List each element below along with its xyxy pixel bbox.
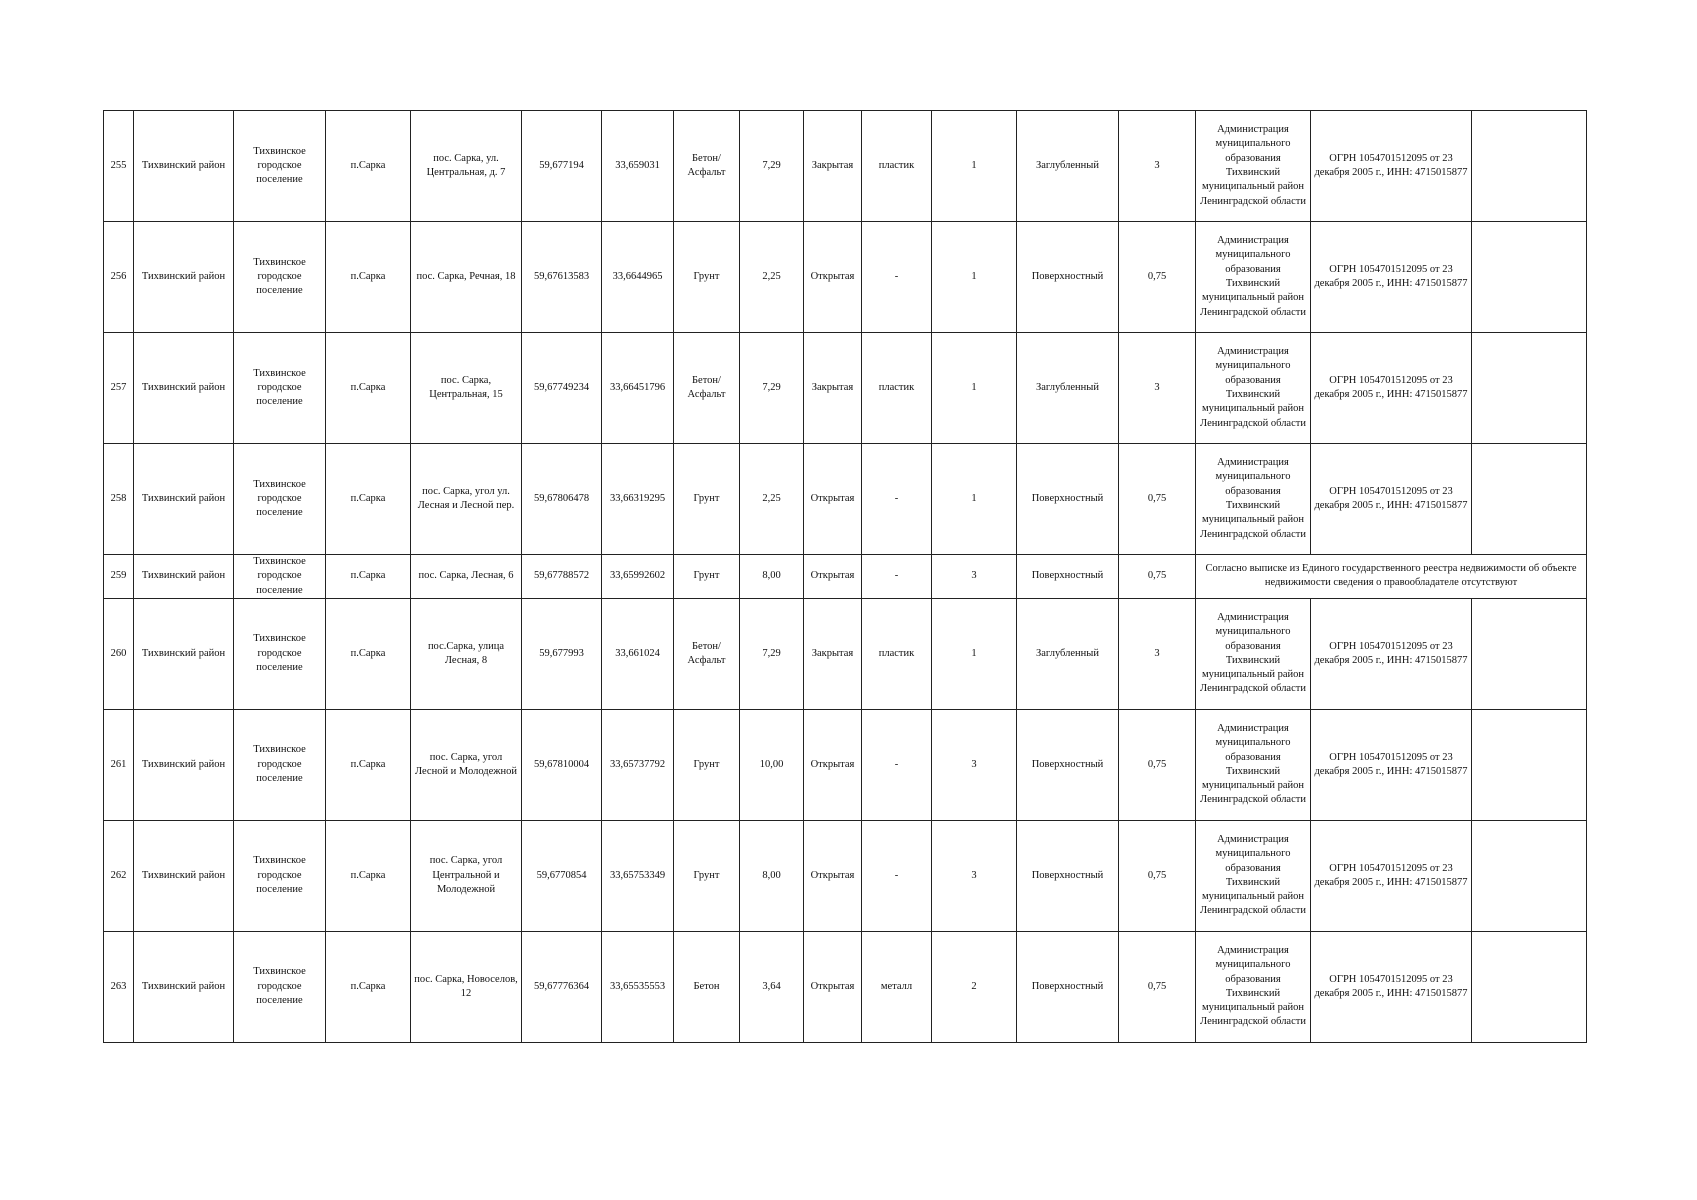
longitude-cell: 33,6644965 bbox=[602, 222, 674, 333]
longitude-cell: 33,66319295 bbox=[602, 444, 674, 555]
table-row bbox=[104, 931, 1587, 1042]
row-number-cell: 255 bbox=[104, 111, 134, 222]
site-type-cell: Открытая bbox=[804, 931, 862, 1042]
owner-cell: Администрация муниципального образования Тихвинский муниципальный район Ленинградской области bbox=[1196, 222, 1311, 333]
ogrn-cell: ОГРН 1054701512095 от 23 декабря 2005 г., ИНН: 4715015877 bbox=[1311, 820, 1472, 931]
volume-cell: 3 bbox=[1119, 333, 1196, 444]
district-cell: Тихвинский район bbox=[134, 931, 234, 1042]
area-cell: 2,25 bbox=[740, 444, 804, 555]
volume-cell: 3 bbox=[1119, 598, 1196, 709]
site-type-cell: Закрытая bbox=[804, 111, 862, 222]
site-type-cell: Открытая bbox=[804, 222, 862, 333]
longitude-cell: 33,65737792 bbox=[602, 709, 674, 820]
surface-cell: Грунт bbox=[674, 555, 740, 599]
address-cell: пос. Сарка, ул. Центральная, д. 7 bbox=[411, 111, 522, 222]
locality-cell: п.Сарка bbox=[326, 333, 411, 444]
site-type-cell: Открытая bbox=[804, 444, 862, 555]
longitude-cell: 33,661024 bbox=[602, 598, 674, 709]
ogrn-cell: ОГРН 1054701512095 от 23 декабря 2005 г., ИНН: 4715015877 bbox=[1311, 222, 1472, 333]
locality-cell: п.Сарка bbox=[326, 820, 411, 931]
latitude-cell: 59,67806478 bbox=[522, 444, 602, 555]
district-cell: Тихвинский район bbox=[134, 820, 234, 931]
surface-cell: Грунт bbox=[674, 222, 740, 333]
placement-cell: Поверхностный bbox=[1017, 444, 1119, 555]
locality-cell: п.Сарка bbox=[326, 709, 411, 820]
latitude-cell: 59,677194 bbox=[522, 111, 602, 222]
area-cell: 8,00 bbox=[740, 555, 804, 599]
volume-cell: 0,75 bbox=[1119, 931, 1196, 1042]
locality-cell: п.Сарка bbox=[326, 555, 411, 599]
row-number-cell: 256 bbox=[104, 222, 134, 333]
container-material-cell: - bbox=[862, 555, 932, 599]
empty-cell bbox=[1472, 111, 1587, 222]
container-material-cell: металл bbox=[862, 931, 932, 1042]
surface-cell: Грунт bbox=[674, 444, 740, 555]
container-count-cell: 3 bbox=[932, 555, 1017, 599]
district-cell: Тихвинский район bbox=[134, 709, 234, 820]
address-cell: пос. Сарка, угол Центральной и Молодежной bbox=[411, 820, 522, 931]
container-count-cell: 1 bbox=[932, 444, 1017, 555]
district-cell: Тихвинский район bbox=[134, 111, 234, 222]
district-cell: Тихвинский район bbox=[134, 555, 234, 599]
ogrn-cell: ОГРН 1054701512095 от 23 декабря 2005 г., ИНН: 4715015877 bbox=[1311, 333, 1472, 444]
row-number-cell: 263 bbox=[104, 931, 134, 1042]
row-number-cell: 257 bbox=[104, 333, 134, 444]
site-type-cell: Открытая bbox=[804, 555, 862, 599]
address-cell: пос. Сарка, угол ул. Лесная и Лесной пер. bbox=[411, 444, 522, 555]
placement-cell: Заглубленный bbox=[1017, 598, 1119, 709]
longitude-cell: 33,66451796 bbox=[602, 333, 674, 444]
row-number-cell: 260 bbox=[104, 598, 134, 709]
locality-cell: п.Сарка bbox=[326, 598, 411, 709]
address-cell: пос. Сарка, Лесная, 6 bbox=[411, 555, 522, 599]
table-row bbox=[104, 709, 1587, 820]
table-row bbox=[104, 598, 1587, 709]
site-type-cell: Открытая bbox=[804, 709, 862, 820]
volume-cell: 0,75 bbox=[1119, 444, 1196, 555]
site-type-cell: Закрытая bbox=[804, 598, 862, 709]
ogrn-cell: ОГРН 1054701512095 от 23 декабря 2005 г., ИНН: 4715015877 bbox=[1311, 709, 1472, 820]
settlement-cell: Тихвинское городское поселение bbox=[234, 444, 326, 555]
latitude-cell: 59,67749234 bbox=[522, 333, 602, 444]
locality-cell: п.Сарка bbox=[326, 111, 411, 222]
surface-cell: Бетон/Асфальт bbox=[674, 598, 740, 709]
owner-cell: Администрация муниципального образования Тихвинский муниципальный район Ленинградской области bbox=[1196, 709, 1311, 820]
ogrn-cell: ОГРН 1054701512095 от 23 декабря 2005 г., ИНН: 4715015877 bbox=[1311, 444, 1472, 555]
volume-cell: 0,75 bbox=[1119, 709, 1196, 820]
address-cell: пос. Сарка, угол Лесной и Молодежной bbox=[411, 709, 522, 820]
area-cell: 7,29 bbox=[740, 333, 804, 444]
latitude-cell: 59,67776364 bbox=[522, 931, 602, 1042]
owner-cell: Администрация муниципального образования Тихвинский муниципальный район Ленинградской области bbox=[1196, 111, 1311, 222]
settlement-cell: Тихвинское городское поселение bbox=[234, 111, 326, 222]
empty-cell bbox=[1472, 333, 1587, 444]
owner-cell: Администрация муниципального образования Тихвинский муниципальный район Ленинградской области bbox=[1196, 820, 1311, 931]
volume-cell: 3 bbox=[1119, 111, 1196, 222]
address-cell: пос. Сарка, Новоселов, 12 bbox=[411, 931, 522, 1042]
locality-cell: п.Сарка bbox=[326, 222, 411, 333]
container-material-cell: - bbox=[862, 444, 932, 555]
empty-cell bbox=[1472, 222, 1587, 333]
empty-cell bbox=[1472, 598, 1587, 709]
empty-cell bbox=[1472, 820, 1587, 931]
container-count-cell: 2 bbox=[932, 931, 1017, 1042]
row-number-cell: 259 bbox=[104, 555, 134, 599]
settlement-cell: Тихвинское городское поселение bbox=[234, 598, 326, 709]
locality-cell: п.Сарка bbox=[326, 444, 411, 555]
settlement-cell: Тихвинское городское поселение bbox=[234, 333, 326, 444]
registry-table bbox=[103, 110, 1587, 1043]
surface-cell: Бетон/Асфальт bbox=[674, 111, 740, 222]
container-material-cell: пластик bbox=[862, 333, 932, 444]
owner-cell: Администрация муниципального образования Тихвинский муниципальный район Ленинградской области bbox=[1196, 598, 1311, 709]
container-count-cell: 1 bbox=[932, 222, 1017, 333]
empty-cell bbox=[1472, 931, 1587, 1042]
placement-cell: Поверхностный bbox=[1017, 222, 1119, 333]
settlement-cell: Тихвинское городское поселение bbox=[234, 222, 326, 333]
table-row bbox=[104, 333, 1587, 444]
district-cell: Тихвинский район bbox=[134, 222, 234, 333]
ogrn-cell: ОГРН 1054701512095 от 23 декабря 2005 г., ИНН: 4715015877 bbox=[1311, 111, 1472, 222]
site-type-cell: Закрытая bbox=[804, 333, 862, 444]
empty-cell bbox=[1472, 709, 1587, 820]
row-number-cell: 258 bbox=[104, 444, 134, 555]
volume-cell: 0,75 bbox=[1119, 820, 1196, 931]
surface-cell: Бетон bbox=[674, 931, 740, 1042]
container-count-cell: 1 bbox=[932, 333, 1017, 444]
area-cell: 8,00 bbox=[740, 820, 804, 931]
area-cell: 7,29 bbox=[740, 111, 804, 222]
owner-cell: Администрация муниципального образования Тихвинский муниципальный район Ленинградской области bbox=[1196, 333, 1311, 444]
owner-cell: Администрация муниципального образования Тихвинский муниципальный район Ленинградской области bbox=[1196, 931, 1311, 1042]
container-count-cell: 3 bbox=[932, 820, 1017, 931]
row-number-cell: 261 bbox=[104, 709, 134, 820]
container-material-cell: пластик bbox=[862, 598, 932, 709]
area-cell: 7,29 bbox=[740, 598, 804, 709]
settlement-cell: Тихвинское городское поселение bbox=[234, 931, 326, 1042]
district-cell: Тихвинский район bbox=[134, 598, 234, 709]
row-number-cell: 262 bbox=[104, 820, 134, 931]
latitude-cell: 59,67810004 bbox=[522, 709, 602, 820]
locality-cell: п.Сарка bbox=[326, 931, 411, 1042]
site-type-cell: Открытая bbox=[804, 820, 862, 931]
table-row bbox=[104, 222, 1587, 333]
volume-cell: 0,75 bbox=[1119, 555, 1196, 599]
container-count-cell: 1 bbox=[932, 111, 1017, 222]
area-cell: 3,64 bbox=[740, 931, 804, 1042]
district-cell: Тихвинский район bbox=[134, 444, 234, 555]
latitude-cell: 59,6770854 bbox=[522, 820, 602, 931]
address-cell: пос. Сарка, Речная, 18 bbox=[411, 222, 522, 333]
container-material-cell: - bbox=[862, 820, 932, 931]
placement-cell: Поверхностный bbox=[1017, 820, 1119, 931]
table-row bbox=[104, 555, 1587, 599]
placement-cell: Заглубленный bbox=[1017, 111, 1119, 222]
ogrn-cell: ОГРН 1054701512095 от 23 декабря 2005 г., ИНН: 4715015877 bbox=[1311, 931, 1472, 1042]
container-count-cell: 3 bbox=[932, 709, 1017, 820]
container-material-cell: - bbox=[862, 709, 932, 820]
ogrn-cell: ОГРН 1054701512095 от 23 декабря 2005 г., ИНН: 4715015877 bbox=[1311, 598, 1472, 709]
latitude-cell: 59,67788572 bbox=[522, 555, 602, 599]
owner-cell: Администрация муниципального образования Тихвинский муниципальный район Ленинградской области bbox=[1196, 444, 1311, 555]
settlement-cell: Тихвинское городское поселение bbox=[234, 820, 326, 931]
area-cell: 2,25 bbox=[740, 222, 804, 333]
placement-cell: Поверхностный bbox=[1017, 931, 1119, 1042]
container-material-cell: пластик bbox=[862, 111, 932, 222]
owner-note-cell: Согласно выписке из Единого государственного реестра недвижимости об объекте недвижимости сведения о правообладателе отсутствуют bbox=[1196, 555, 1587, 599]
container-count-cell: 1 bbox=[932, 598, 1017, 709]
table-row bbox=[104, 444, 1587, 555]
surface-cell: Бетон/Асфальт bbox=[674, 333, 740, 444]
address-cell: пос. Сарка, Центральная, 15 bbox=[411, 333, 522, 444]
table-row bbox=[104, 820, 1587, 931]
latitude-cell: 59,67613583 bbox=[522, 222, 602, 333]
longitude-cell: 33,65753349 bbox=[602, 820, 674, 931]
placement-cell: Поверхностный bbox=[1017, 709, 1119, 820]
volume-cell: 0,75 bbox=[1119, 222, 1196, 333]
surface-cell: Грунт bbox=[674, 709, 740, 820]
longitude-cell: 33,659031 bbox=[602, 111, 674, 222]
longitude-cell: 33,65535553 bbox=[602, 931, 674, 1042]
area-cell: 10,00 bbox=[740, 709, 804, 820]
longitude-cell: 33,65992602 bbox=[602, 555, 674, 599]
container-material-cell: - bbox=[862, 222, 932, 333]
address-cell: пос.Сарка, улица Лесная, 8 bbox=[411, 598, 522, 709]
empty-cell bbox=[1472, 444, 1587, 555]
latitude-cell: 59,677993 bbox=[522, 598, 602, 709]
surface-cell: Грунт bbox=[674, 820, 740, 931]
table-row bbox=[104, 111, 1587, 222]
district-cell: Тихвинский район bbox=[134, 333, 234, 444]
placement-cell: Заглубленный bbox=[1017, 333, 1119, 444]
settlement-cell: Тихвинское городское поселение bbox=[234, 555, 326, 599]
placement-cell: Поверхностный bbox=[1017, 555, 1119, 599]
settlement-cell: Тихвинское городское поселение bbox=[234, 709, 326, 820]
